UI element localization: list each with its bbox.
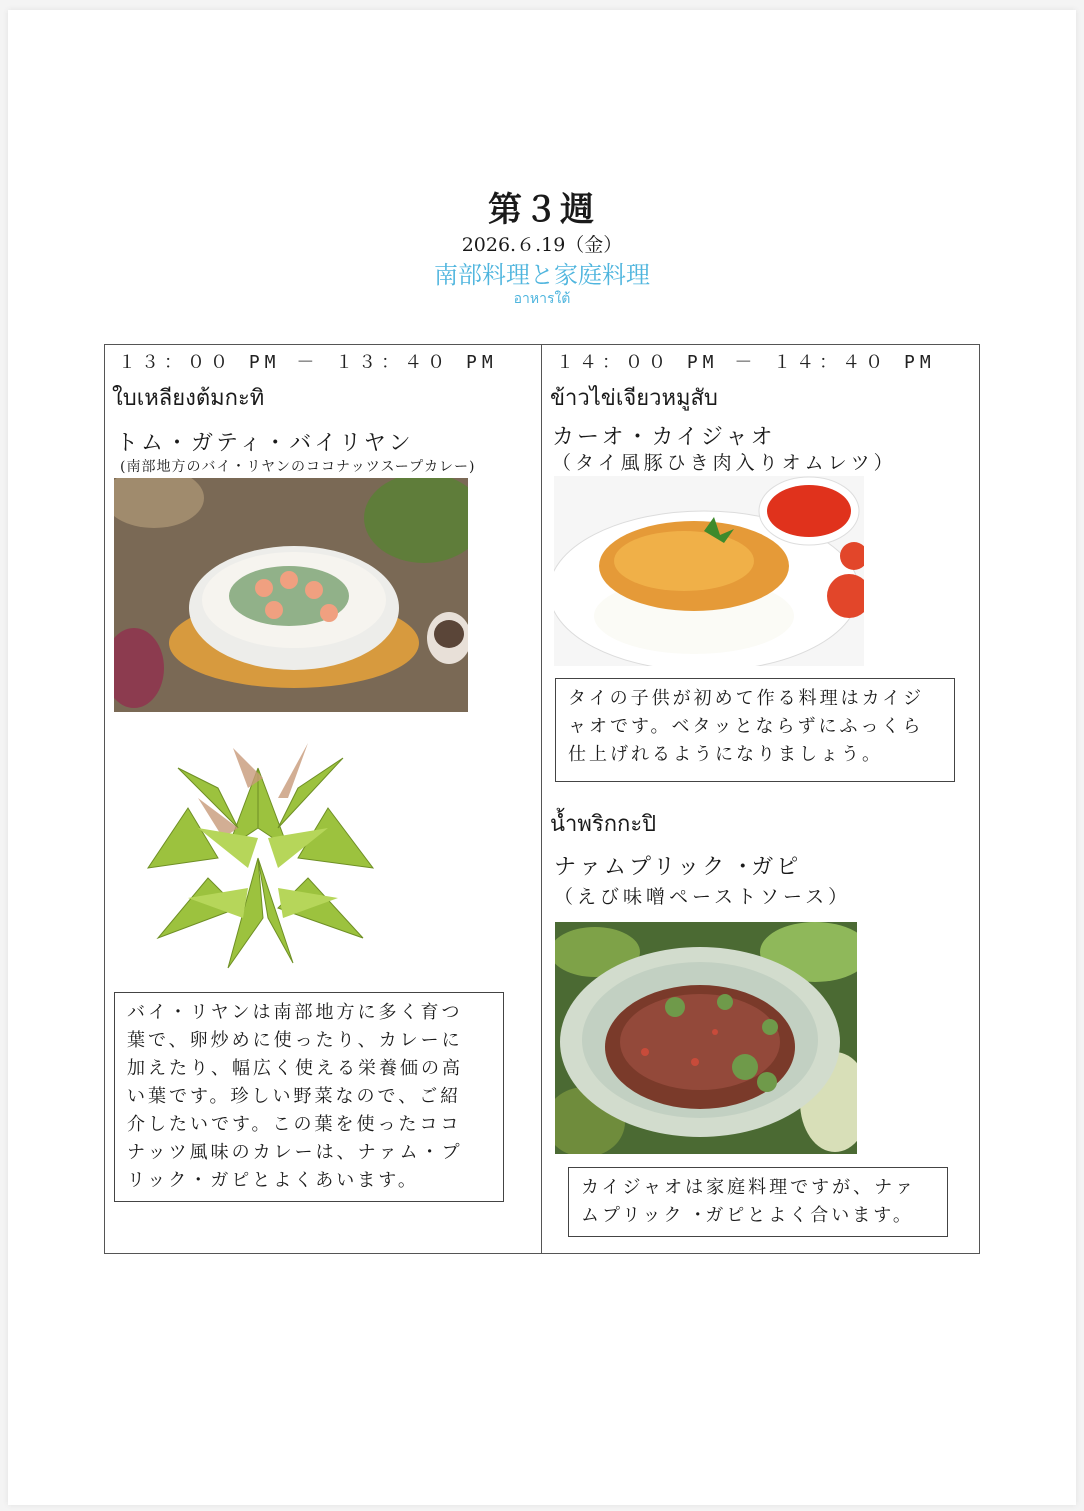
- note-line: カイジャオは家庭料理ですが、ナァ: [581, 1177, 917, 1198]
- note-line: タイの子供が初めて作る料理はカイジ: [568, 688, 925, 709]
- right-jp-dish1-desc: （タイ風豚ひき肉入りオムレツ）: [552, 452, 897, 474]
- shrimp-paste-photo: [555, 922, 857, 1154]
- page-subtitle: 南部料理と家庭料理: [434, 261, 650, 289]
- column-divider: [541, 344, 542, 1254]
- right-time-slot: １４：００ PM － １４：４０ PM: [556, 352, 936, 373]
- leaves-illustration: [128, 728, 390, 980]
- coconut-soup-illustration: [114, 478, 468, 712]
- note-line: 介したいです。この葉を使ったココ: [127, 1114, 462, 1135]
- right-jp-dish2-desc: （えび味噌ペーストソース）: [554, 886, 852, 908]
- thai-subtitle: อาหารใต้: [513, 291, 571, 307]
- note-line: 葉で、卵炒めに使ったり、カレーに: [127, 1030, 463, 1051]
- omelet-rice-photo: [554, 476, 864, 666]
- note-line: ムプリック ･ガピとよく合います。: [581, 1205, 914, 1226]
- coconut-soup-photo: [114, 478, 468, 712]
- note-line: ナッツ風味のカレーは、ナァム・プ: [127, 1142, 463, 1163]
- omelet-illustration: [554, 476, 864, 666]
- right-thai-dish1-name: ข้าวไข่เจียวหมูสับ: [550, 386, 718, 411]
- document-page: [8, 10, 1076, 1505]
- right-jp-dish2-name: ナァムプリック ･ガピ: [554, 855, 802, 880]
- note-line: ャオです。ベタッとならずにふっくら: [568, 716, 924, 737]
- right-dish1-description-box: [555, 678, 955, 782]
- right-thai-dish2-name: น้ำพริกกะปิ: [550, 812, 657, 837]
- left-thai-dish-name: ใบเหลียงต้มกะทิ: [112, 386, 265, 411]
- left-time-slot: １３：００ PM － １３：４０ PM: [118, 352, 498, 373]
- note-line: 加えたり、幅広く使える栄養価の高: [127, 1058, 463, 1079]
- note-line: リック・ガピとよくあいます。: [127, 1170, 419, 1191]
- right-jp-dish1-name: カーオ・カイジャオ: [552, 425, 776, 450]
- note-line: 仕上げれるようになりましょう。: [568, 744, 883, 765]
- left-description-box: [114, 992, 504, 1202]
- page-title: 第３週: [488, 190, 596, 230]
- right-dish2-description-box: [568, 1167, 948, 1237]
- bai-liang-leaves-photo: [128, 728, 390, 980]
- note-line: い葉です。珍しい野菜なので、ご紹: [127, 1086, 462, 1107]
- note-line: バイ・リヤンは南部地方に多く育つ: [127, 1002, 463, 1023]
- event-date: 2026.６.19（金）: [461, 234, 623, 256]
- left-jp-dish-name: トム・ガティ・バイリヤン: [116, 431, 414, 456]
- left-jp-dish-desc: (南部地方のバイ・リヤンのココナッツスープカレー): [120, 459, 476, 475]
- shrimp-paste-illustration: [555, 922, 857, 1154]
